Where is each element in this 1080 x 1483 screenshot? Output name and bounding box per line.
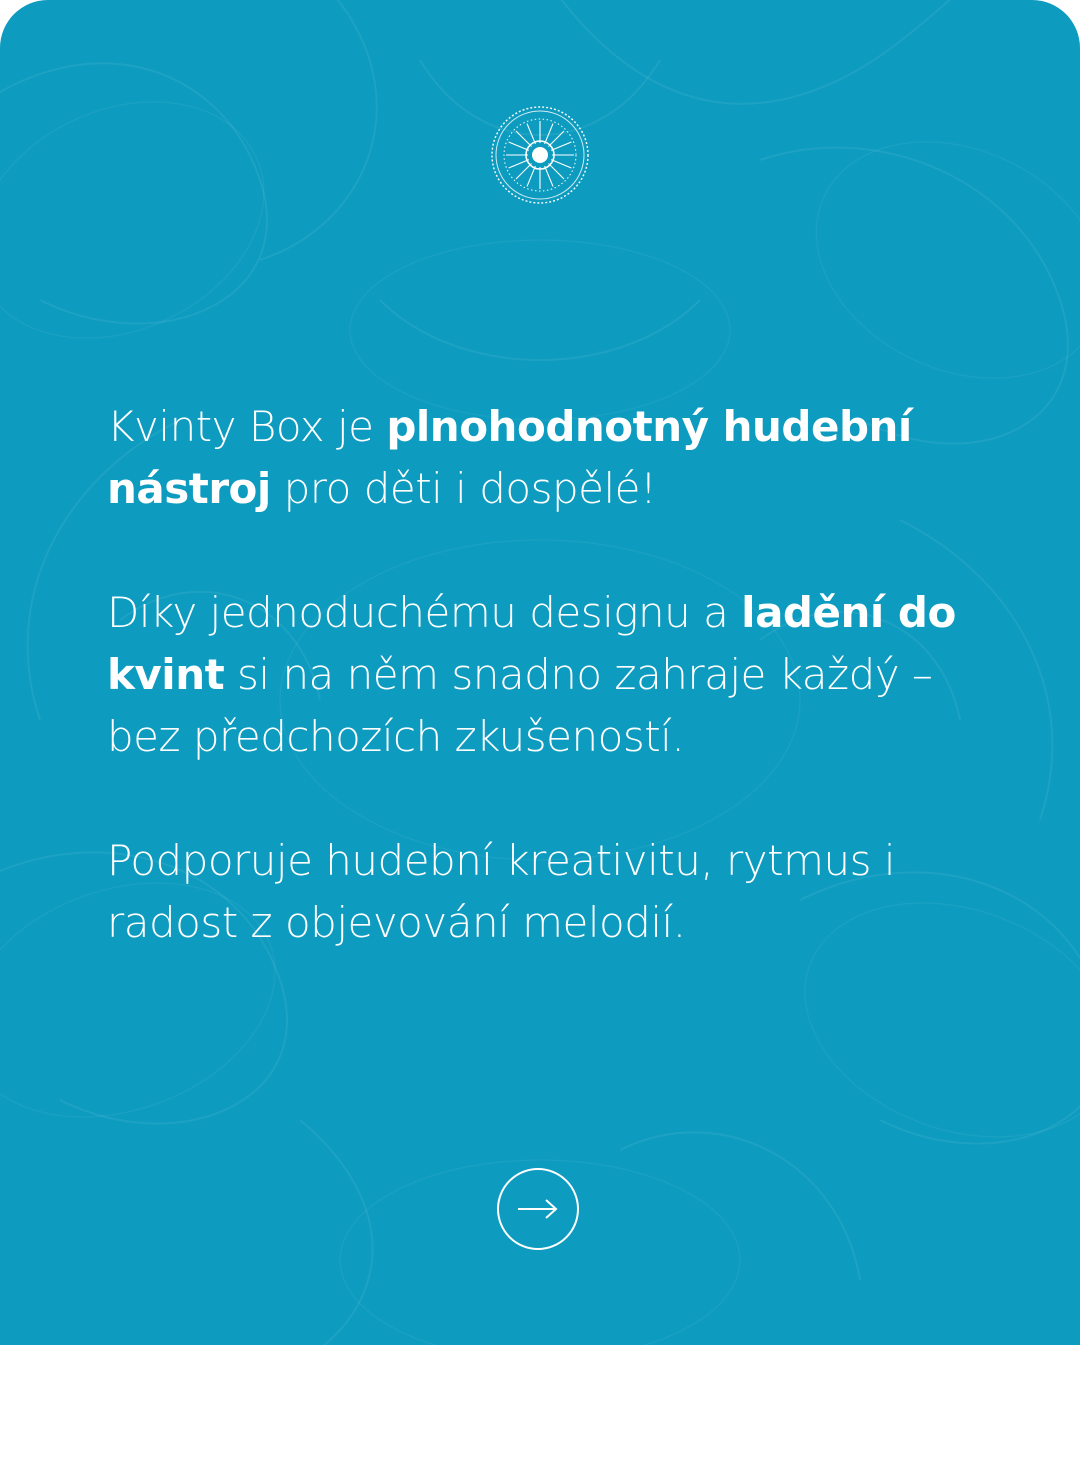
next-button[interactable] [497, 1168, 579, 1250]
description-text [107, 396, 987, 1016]
footer-area [0, 1345, 1080, 1483]
description-paragraph-2: Díky jednoduchému designu a ladění do kvint si na něm snadno zahraje každý – bez předchozích zkušeností. [107, 588, 956, 761]
highlight-tuning: ladění do kvint [107, 588, 956, 699]
arrow-right-icon [516, 1197, 560, 1221]
description-paragraph-3: Podporuje hudební kreativitu, rytmus i radost z objevování melodií. [107, 836, 896, 947]
sunburst-logo-icon [488, 105, 592, 205]
description-paragraph-1: Kvinty Box je plnohodnotný hudební nástroj pro děti i dospělé! [107, 402, 912, 513]
highlight-instrument: plnohodnotný hudební nástroj [107, 402, 912, 513]
